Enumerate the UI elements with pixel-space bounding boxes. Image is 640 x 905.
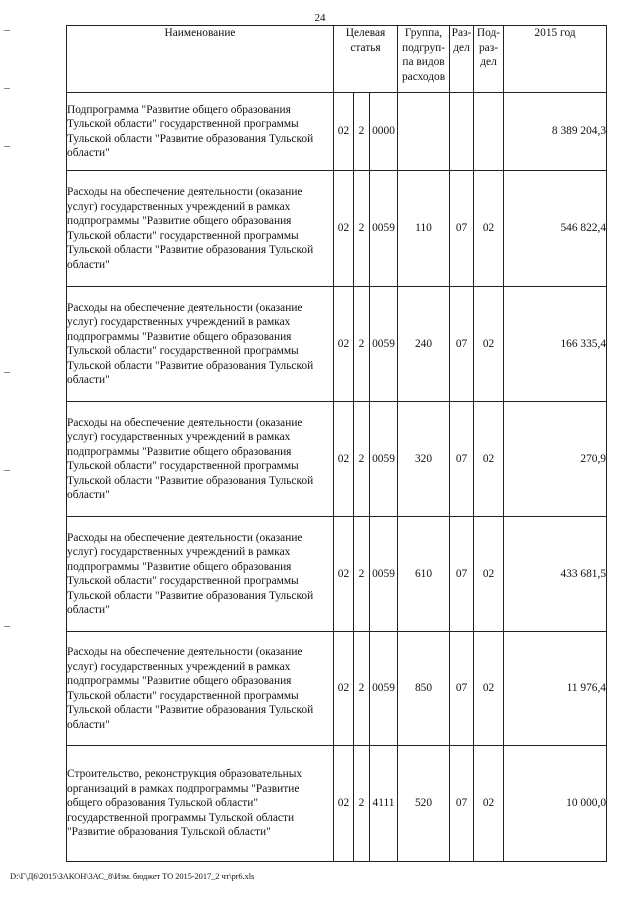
row-sub: 2 [354, 287, 370, 402]
header-target-article: Целевая статья [334, 26, 398, 93]
row-subsection: 02 [474, 746, 504, 862]
margin-mark [4, 146, 10, 147]
row-subsection: 02 [474, 171, 504, 287]
row-prog: 02 [334, 746, 354, 862]
row-code: 0059 [370, 517, 398, 632]
row-amount: 270,9 [504, 402, 607, 517]
row-prog: 02 [334, 287, 354, 402]
row-subsection: 02 [474, 287, 504, 402]
row-code: 0059 [370, 287, 398, 402]
table-row [67, 171, 607, 287]
margin-mark [4, 88, 10, 89]
row-group: 610 [398, 517, 450, 632]
page-number: 24 [314, 12, 326, 24]
margin-mark [4, 372, 10, 373]
row-amount: 8 389 204,3 [504, 93, 607, 171]
margin-mark [4, 626, 10, 627]
row-group [398, 93, 450, 171]
row-sub: 2 [354, 517, 370, 632]
row-amount: 166 335,4 [504, 287, 607, 402]
margin-mark [4, 470, 10, 471]
row-sub: 2 [354, 402, 370, 517]
row-sub: 2 [354, 171, 370, 287]
row-section: 07 [450, 632, 474, 746]
row-name: Расходы на обеспечение деятельности (оказание услуг) государственных учреждений в рамках подпрограммы "Развитие общего образования Тульской области" государственной программы Тульской области "Развитие образования Тульской области" [67, 287, 334, 402]
row-amount: 433 681,5 [504, 517, 607, 632]
table-row [67, 746, 607, 862]
row-amount: 546 822,4 [504, 171, 607, 287]
row-subsection: 02 [474, 517, 504, 632]
row-section: 07 [450, 287, 474, 402]
row-sub: 2 [354, 632, 370, 746]
budget-table [66, 25, 607, 862]
header-year: 2015 год [504, 26, 607, 93]
row-code: 0059 [370, 632, 398, 746]
row-group: 520 [398, 746, 450, 862]
row-prog: 02 [334, 402, 354, 517]
row-name: Расходы на обеспечение деятельности (оказание услуг) государственных учреждений в рамках подпрограммы "Развитие общего образования Тульской области" государственной программы Тульской области "Развитие образования Тульской области" [67, 632, 334, 746]
row-name: Строительство, реконструкция образовательных организаций в рамках подпрограммы "Развитие общего образования Тульской области" государственной программы Тульской области "Развитие образования Тульской области" [67, 746, 334, 862]
row-group: 240 [398, 287, 450, 402]
row-section: 07 [450, 171, 474, 287]
row-sub: 2 [354, 746, 370, 862]
table-row [67, 402, 607, 517]
header-group: Группа, подгруп- па видов расходов [398, 26, 450, 93]
row-name: Расходы на обеспечение деятельности (оказание услуг) государственных учреждений в рамках подпрограммы "Развитие общего образования Тульской области" государственной программы Тульской области "Развитие образования Тульской области" [67, 402, 334, 517]
row-code: 0059 [370, 171, 398, 287]
table-row [67, 632, 607, 746]
row-section: 07 [450, 402, 474, 517]
header-subsection: Под- раз- дел [474, 26, 504, 93]
row-section: 07 [450, 746, 474, 862]
row-sub: 2 [354, 93, 370, 171]
table-row [67, 93, 607, 171]
margin-mark [4, 30, 10, 31]
row-subsection [474, 93, 504, 171]
header-section: Раз- дел [450, 26, 474, 93]
row-subsection: 02 [474, 402, 504, 517]
row-name: Подпрограмма "Развитие общего образования Тульской области" государственной программы Тульской области "Развитие образования Тульской области" [67, 93, 334, 171]
row-code: 0000 [370, 93, 398, 171]
row-subsection: 02 [474, 632, 504, 746]
row-name: Расходы на обеспечение деятельности (оказание услуг) государственных учреждений в рамках подпрограммы "Развитие общего образования Тульской области" государственной программы Тульской области "Развитие образования Тульской области" [67, 517, 334, 632]
file-path-footer: D:\Г\Д6\2015\ЗАКОН\ЗАС_8\Изм. бюджет ТО 2015-2017_2 чт\pr6.xls [10, 871, 255, 881]
row-group: 320 [398, 402, 450, 517]
header-name: Наименование [67, 26, 334, 93]
row-group: 850 [398, 632, 450, 746]
row-group: 110 [398, 171, 450, 287]
row-section [450, 93, 474, 171]
row-prog: 02 [334, 171, 354, 287]
row-prog: 02 [334, 632, 354, 746]
row-prog: 02 [334, 517, 354, 632]
row-name: Расходы на обеспечение деятельности (оказание услуг) государственных учреждений в рамках подпрограммы "Развитие общего образования Тульской области" государственной программы Тульской области "Развитие образования Тульской области" [67, 171, 334, 287]
row-section: 07 [450, 517, 474, 632]
row-amount: 10 000,0 [504, 746, 607, 862]
table-row [67, 287, 607, 402]
row-prog: 02 [334, 93, 354, 171]
row-code: 4111 [370, 746, 398, 862]
row-code: 0059 [370, 402, 398, 517]
table-row [67, 517, 607, 632]
row-amount: 11 976,4 [504, 632, 607, 746]
